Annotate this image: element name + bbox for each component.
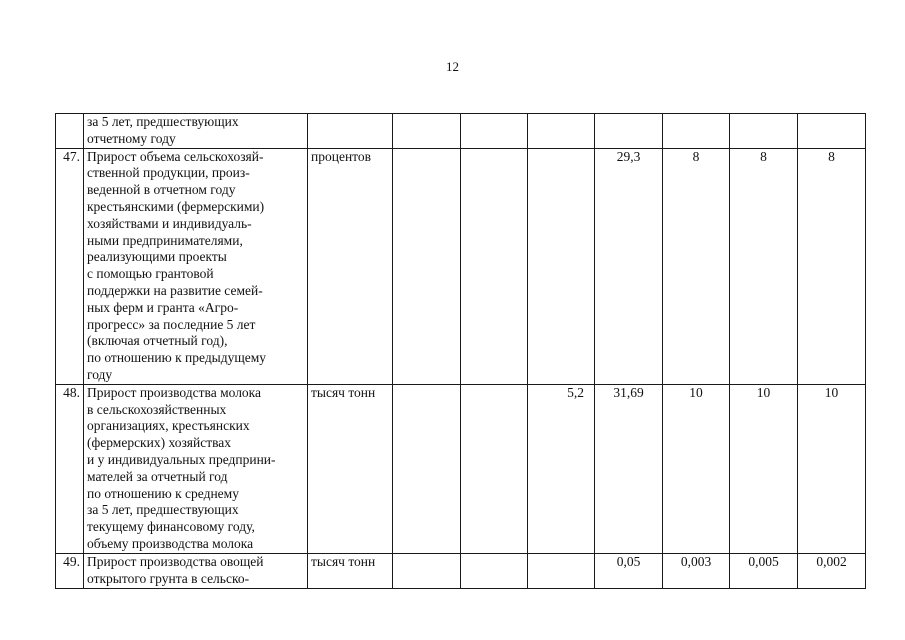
unit-cell: тысяч тонн <box>308 553 393 588</box>
value-cell <box>528 148 595 384</box>
table-row <box>56 148 866 384</box>
value-cell: 31,69 <box>595 384 663 553</box>
table-row <box>56 114 866 149</box>
indicator-description: Прирост производства молока в сельскохозяйственных организациях, крестьянских (фермерских) хозяйствах и у индивидуальных предприни- мателей за отчетный год по отношению к среднему за 5 лет, предшествующих текущему финансовому году, объему производства молока <box>84 384 308 553</box>
value-cell <box>595 114 663 149</box>
value-cell <box>393 553 461 588</box>
indicator-description: за 5 лет, предшествующих отчетному году <box>84 114 308 149</box>
value-cell: 0,05 <box>595 553 663 588</box>
value-cell: 0,005 <box>730 553 798 588</box>
value-cell: 10 <box>663 384 730 553</box>
page-number: 12 <box>446 59 459 74</box>
value-cell <box>798 114 866 149</box>
value-cell: 8 <box>663 148 730 384</box>
value-cell <box>393 114 461 149</box>
value-cell <box>730 114 798 149</box>
value-cell <box>461 384 528 553</box>
value-cell: 8 <box>798 148 866 384</box>
value-cell <box>663 114 730 149</box>
value-cell <box>528 114 595 149</box>
row-number <box>56 114 84 149</box>
row-number: 49. <box>56 553 84 588</box>
row-number: 48. <box>56 384 84 553</box>
indicator-table <box>55 113 866 589</box>
value-cell: 0,003 <box>663 553 730 588</box>
value-cell: 0,002 <box>798 553 866 588</box>
indicator-description: Прирост производства овощей открытого грунта в сельско- <box>84 553 308 588</box>
value-cell <box>528 553 595 588</box>
row-number: 47. <box>56 148 84 384</box>
value-cell <box>461 148 528 384</box>
table-row <box>56 553 866 588</box>
value-cell: 5,2 <box>528 384 595 553</box>
value-cell <box>461 114 528 149</box>
unit-cell <box>308 114 393 149</box>
table-row <box>56 384 866 553</box>
value-cell: 10 <box>798 384 866 553</box>
unit-cell: процентов <box>308 148 393 384</box>
value-cell <box>461 553 528 588</box>
value-cell: 29,3 <box>595 148 663 384</box>
value-cell: 8 <box>730 148 798 384</box>
value-cell <box>393 384 461 553</box>
indicator-description: Прирост объема сельскохозяй- ственной продукции, произ- веденной в отчетном году крестьянскими (фермерскими) хозяйствами и индивидуаль- ными предпринимателями, реализующими проекты с помощью грантовой поддержки на развитие семей- ных ферм и гранта «Агро- прогресс» за последние 5 лет (включая отчетный год), по отношению к предыдущему году <box>84 148 308 384</box>
value-cell <box>393 148 461 384</box>
unit-cell: тысяч тонн <box>308 384 393 553</box>
value-cell: 10 <box>730 384 798 553</box>
